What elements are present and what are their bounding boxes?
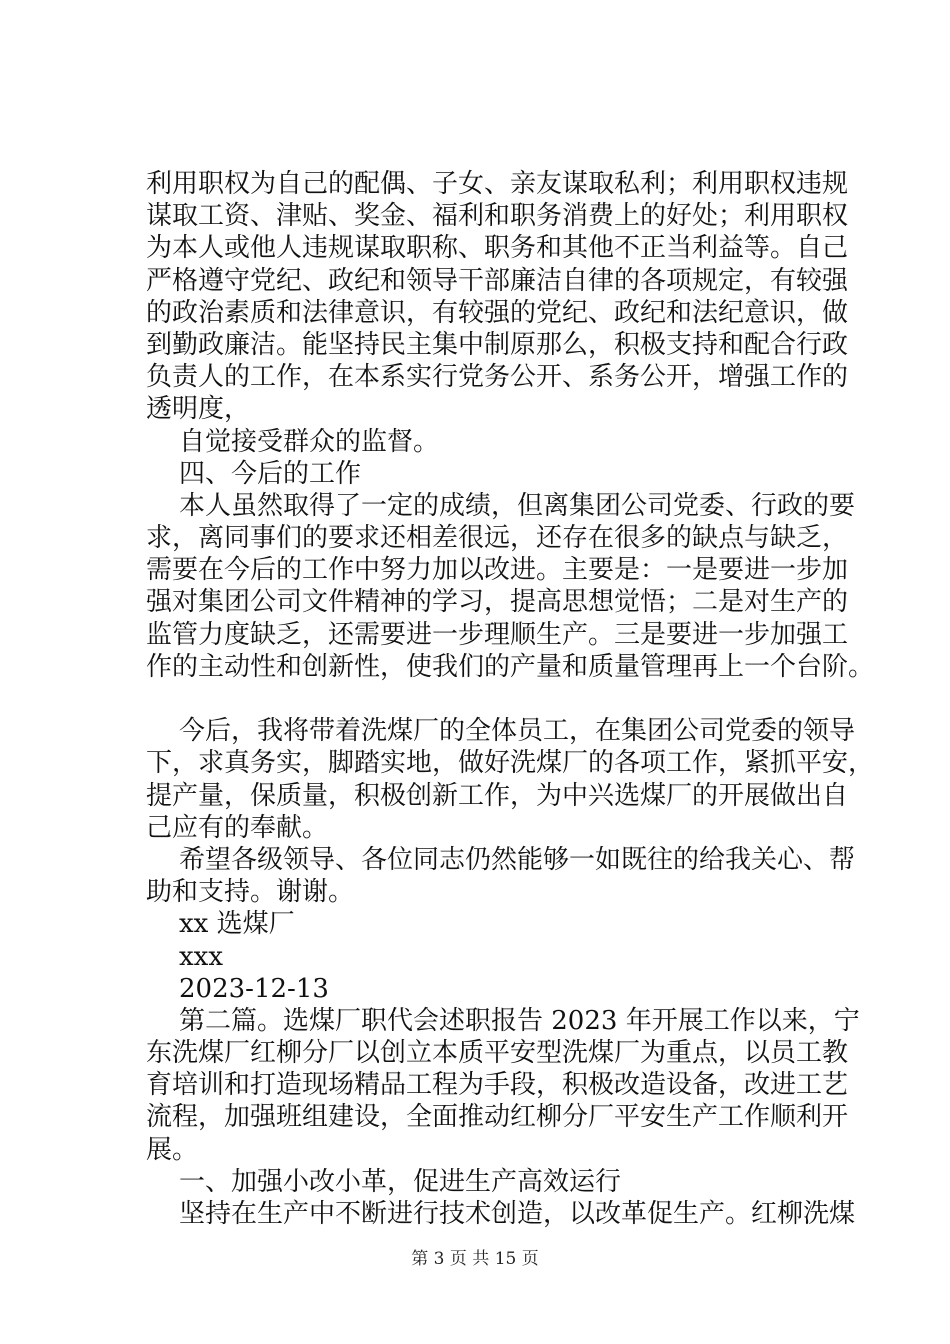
text-line: xx 选煤厂 [179, 909, 295, 940]
text-line: 流程，加强班组建设，全面推动红柳分厂平安生产工作顺利开 [146, 1102, 849, 1133]
text-line: 严格遵守党纪、政纪和领导干部廉洁自律的各项规定，有较强 [146, 265, 849, 296]
text-line: 己应有的奉献。 [146, 812, 329, 843]
text-line: 今后，我将带着洗煤厂的全体员工，在集团公司党委的领导 [179, 716, 856, 747]
text-line: 2023-12-13 [179, 973, 329, 1004]
text-line: 谋取工资、津贴、奖金、福利和职务消费上的好处；利用职权 [146, 201, 849, 232]
text-line: 展。 [146, 1134, 199, 1165]
text-line: 东洗煤厂红柳分厂以创立本质平安型洗煤厂为重点，以员工教 [146, 1038, 849, 1069]
text-line: 助和支持。谢谢。 [146, 877, 355, 908]
text-line: 提产量，保质量，积极创新工作，为中兴选煤厂的开展做出自 [146, 780, 849, 811]
text-line: 四、今后的工作 [179, 458, 362, 489]
text-line: 负责人的工作，在本系实行党务公开、系务公开，增强工作的 [146, 362, 849, 393]
text-line: xxx [179, 941, 223, 972]
text-line: 需要在今后的工作中努力加以改进。主要是：一是要进一步加 [146, 555, 849, 586]
text-line: 希望各级领导、各位同志仍然能够一如既往的给我关心、帮 [179, 844, 856, 875]
text-line: 利用职权为自己的配偶、子女、亲友谋取私利；利用职权违规 [146, 169, 849, 199]
text-line: 下，求真务实，脚踏实地，做好洗煤厂的各项工作，紧抓平安， [146, 748, 875, 779]
text-line: 监管力度缺乏，还需要进一步理顺生产。三是要进一步加强工 [146, 619, 849, 650]
text-line: 育培训和打造现场精品工程为手段，积极改造设备，改进工艺 [146, 1070, 849, 1101]
document-body [146, 168, 875, 1230]
blank-line [146, 683, 826, 715]
text-line: 一、加强小改小革，促进生产高效运行 [179, 1166, 622, 1197]
text-line: 求，离同事们的要求还相差很远，还存在很多的缺点与缺乏， [146, 523, 849, 554]
text-line: 到勤政廉洁。能坚持民主集中制原那么，积极支持和配合行政 [146, 329, 849, 360]
text-line: 的政治素质和法律意识，有较强的党纪、政纪和法纪意识，做 [146, 297, 849, 328]
text-line: 第二篇。选煤厂职代会述职报告 2023 年开展工作以来，宁 [179, 1005, 860, 1036]
text-line: 强对集团公司文件精神的学习，提高思想觉悟；二是对生产的 [146, 587, 849, 618]
text-line: 透明度， [146, 394, 251, 425]
text-line: 为本人或他人违规谋取职称、职务和其他不正当利益等。自己 [146, 233, 849, 264]
text-line: 自觉接受群众的监督。 [179, 426, 440, 457]
page-footer: 第 3 页 共 15 页 [411, 1249, 539, 1269]
text-line: 坚持在生产中不断进行技术创造，以改革促生产。红柳洗煤 [179, 1199, 856, 1229]
text-line: 作的主动性和创新性，使我们的产量和质量管理再上一个台阶。 [146, 651, 875, 682]
text-line: 本人虽然取得了一定的成绩，但离集团公司党委、行政的要 [179, 490, 856, 521]
